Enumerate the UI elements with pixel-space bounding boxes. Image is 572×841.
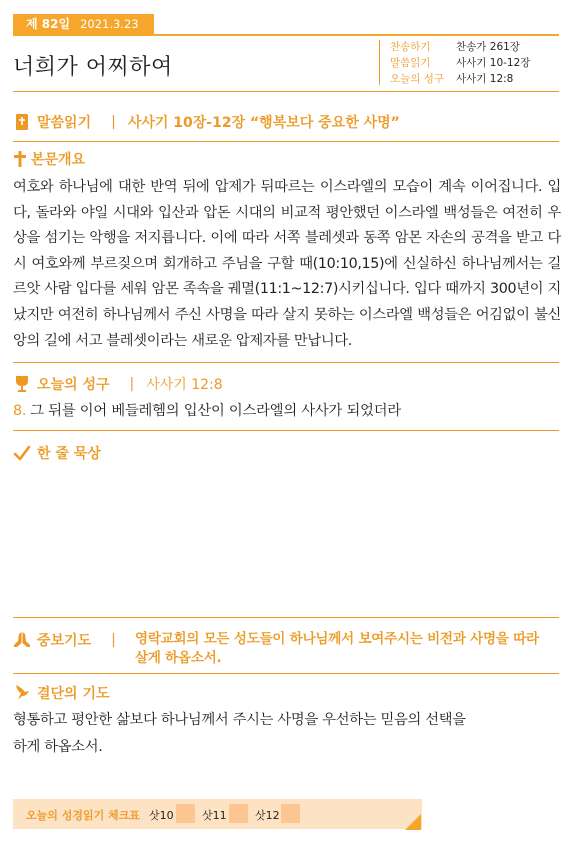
info-row-hymn <box>390 39 520 55</box>
info-value: 사사기 10-12장 <box>456 57 531 69</box>
page-corner-fold <box>405 814 421 830</box>
decision-section-title <box>13 683 110 703</box>
reading-section-title <box>13 112 400 132</box>
header-top-rule <box>13 34 559 36</box>
date-tab <box>13 14 154 35</box>
chalice-icon <box>13 375 31 393</box>
info-value: 찬송가 261장 <box>456 41 520 53</box>
checklist-box[interactable] <box>176 804 195 823</box>
meditation-title: 한 줄 묵상 <box>37 446 101 462</box>
bible-book-icon <box>13 113 31 131</box>
summary-title: 본문개요 <box>31 152 86 168</box>
title-divider <box>379 40 380 85</box>
cross-icon <box>13 150 27 168</box>
decision-line: 하게 하옵소서. <box>13 739 103 755</box>
reading-rule <box>13 141 559 142</box>
verse-text: 그 뒤를 이어 베들레헴의 입산이 이스라엘의 사사가 되었더라 <box>30 403 401 419</box>
header-bottom-rule <box>13 91 559 92</box>
prayer-text: 영락교회의 모든 성도들이 하나님께서 보여주시는 비전과 사명을 따라 살게 하옵소서. <box>135 631 539 666</box>
info-value: 사사기 12:8 <box>456 73 514 85</box>
info-key: 오늘의 성구 <box>390 73 445 85</box>
checklist-label: 오늘의 성경읽기 체크표 <box>26 809 140 822</box>
meditation-rule <box>13 617 559 618</box>
prayer-title: 중보기도 <box>37 633 92 649</box>
decision-title: 결단의 기도 <box>37 686 110 702</box>
checklist-box[interactable] <box>229 804 248 823</box>
summary-section-title <box>13 149 85 169</box>
info-key: 말씀읽기 <box>390 57 431 69</box>
verse-rule <box>13 430 559 431</box>
reading-checklist <box>13 799 422 829</box>
prayer-separator: | <box>111 632 116 648</box>
info-key: 찬송하기 <box>390 41 431 53</box>
meditation-section-title <box>13 443 101 463</box>
prayer-section-title <box>13 630 128 650</box>
page-title: 너희가 어찌하여 <box>13 55 173 80</box>
summary-rule <box>13 362 559 363</box>
checkmark-icon <box>13 444 31 462</box>
summary-text: 여호와 하나님에 대한 반역 뒤에 압제가 뒤따르는 이스라엘의 모습이 계속 이어집니다. 입다, 돌라와 야일 시대와 입산과 압돈 시대의 비교적 평안했던 이스라엘 백성들은 여전히 우상을 섬기는 악행을 저지릅니다. 이에 따라 서쪽 블레셋과 동쪽 암몬 자손의 공격을 받고 다시 여호와께 부르짖으며 회개하고 주님을 구할 때(10:10,15)에 신실하신 하나님께서는 길르앗 사람 입다를 세워 암몬 족속을 궤멸(11:1~12:7)시키십니다. 입다 때까지 300년이 지났지만 여전히 하나님께서 주신 사명을 따라 살지 못하는 이스라엘 백성들은 어김없이 불신앙의 길에 서고 블레셋이라는 새로운 압제자를 만납니다. <box>13 179 561 349</box>
verse-line <box>13 400 401 420</box>
checklist-item-label: 삿12 <box>255 809 280 822</box>
day-label: 제 82일 <box>26 17 71 31</box>
decision-text <box>13 707 533 761</box>
verse-section-title <box>13 374 223 394</box>
info-row-verse <box>390 71 513 87</box>
verse-reference: 사사기 12:8 <box>146 377 223 393</box>
verse-title: 오늘의 성구 <box>37 377 110 393</box>
verse-separator: | <box>129 376 135 392</box>
prayer-rule <box>13 673 559 674</box>
date-label: 2021.3.23 <box>80 17 139 31</box>
reading-separator: | <box>111 114 116 130</box>
info-row-reading <box>390 55 530 71</box>
reading-title: 말씀읽기 <box>37 115 92 131</box>
decision-line: 형통하고 평안한 삶보다 하나님께서 주시는 사명을 우선하는 믿음의 선택을 <box>13 712 466 728</box>
checklist-item-label: 삿10 <box>149 809 174 822</box>
checklist-item-label: 삿11 <box>202 809 227 822</box>
reading-subtitle: 사사기 10장-12장 “행복보다 중요한 사명” <box>127 115 400 131</box>
checklist-box[interactable] <box>281 804 300 823</box>
dove-icon <box>13 684 31 702</box>
praying-hands-icon <box>13 631 31 649</box>
verse-number: 8. <box>13 403 27 419</box>
